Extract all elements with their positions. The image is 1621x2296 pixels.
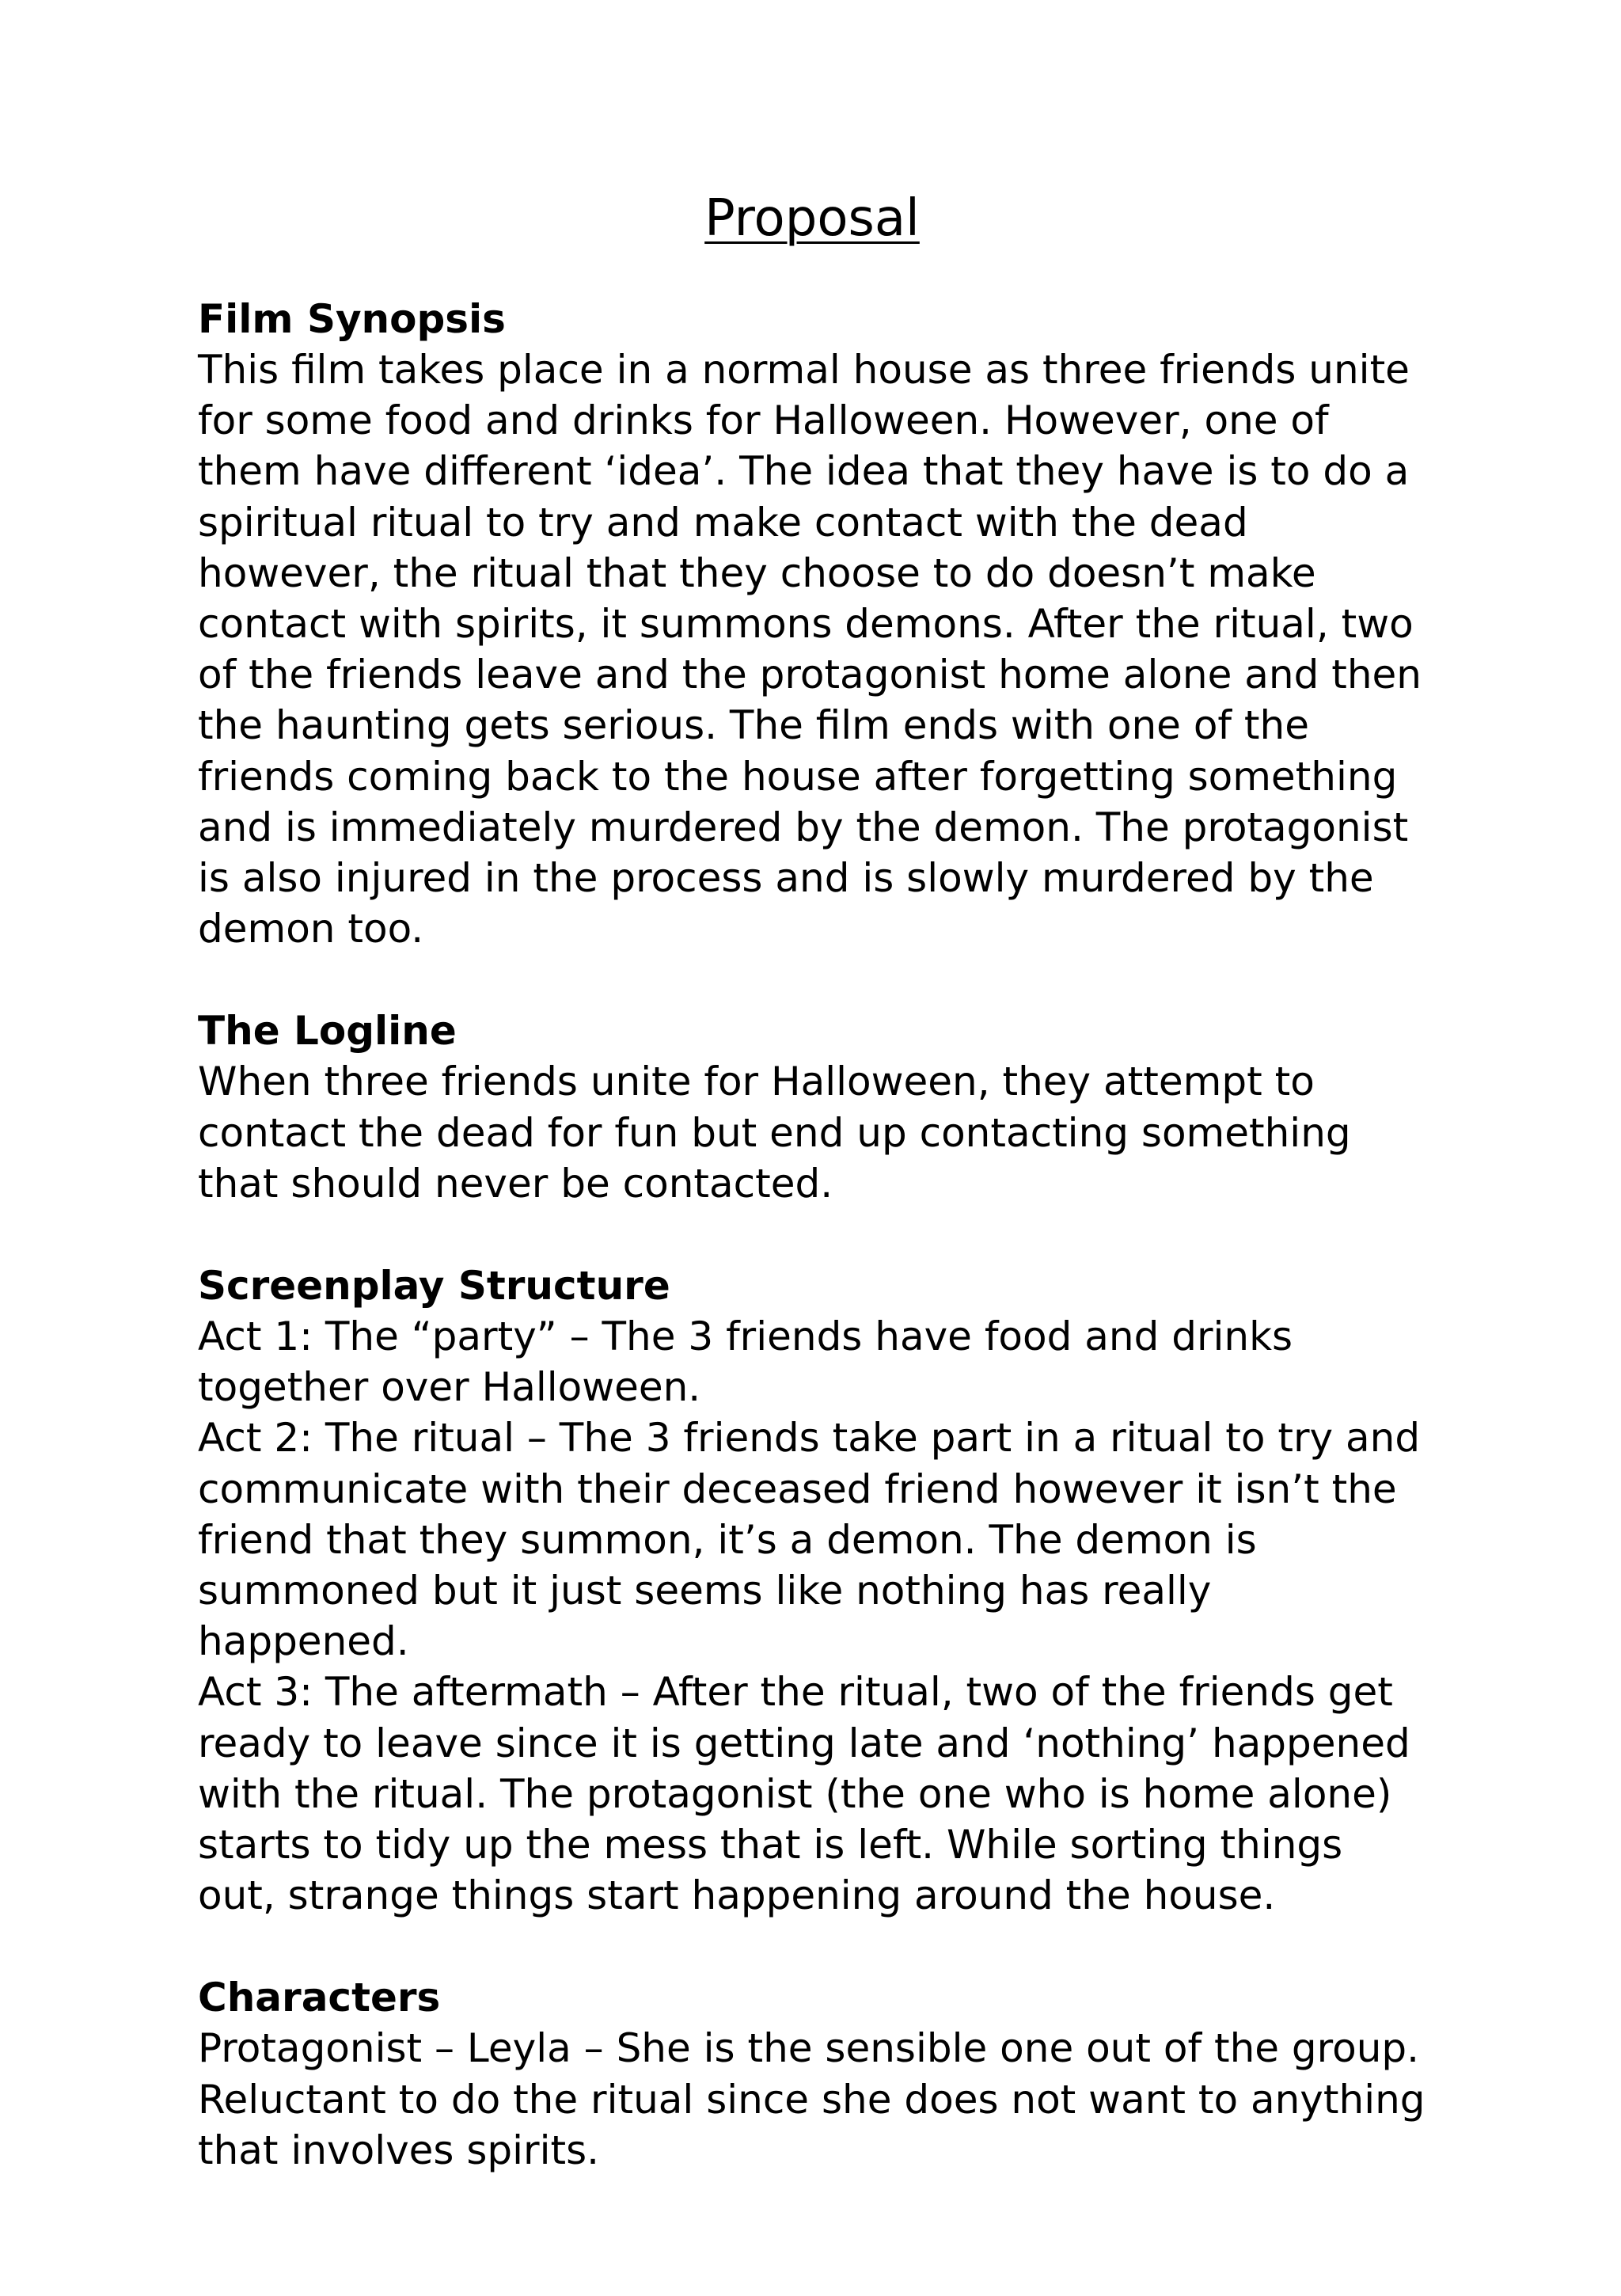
section-screenplay-structure bbox=[198, 1260, 1426, 1921]
section-paragraph: Protagonist – Leyla – She is the sensible one out of the group. Reluctant to do the ritual since she does not want to anything that involves spirits. bbox=[198, 2025, 1425, 2173]
document-title: Proposal bbox=[704, 189, 920, 248]
section-paragraph: This film takes place in a normal house as three friends unite for some food and drinks for Halloween. However, one of them have different ‘idea’. The idea that they have is to do a spiritual ritual to try and make contact with the dead however, the ritual that they choose to do doesn’t make contact with spirits, it summons demons. After the ritual, two of the friends leave and the protagonist home alone and then the haunting gets serious. The film ends with one of the friends coming back to the house after forgetting something and is immediately murdered by the demon. The protagonist is also injured in the process and is slowly murdered by the demon too. bbox=[198, 347, 1422, 952]
section-paragraph: When three friends unite for Halloween, they attempt to contact the dead for fun but end up contacting something that should never be contacted. bbox=[198, 1059, 1351, 1207]
section-heading: Film Synopsis bbox=[198, 296, 506, 342]
section-film-synopsis bbox=[198, 294, 1426, 954]
act-3-paragraph: Act 3: The aftermath – After the ritual, two of the friends get ready to leave since it is getting late and ‘nothing’ happened with the ritual. The protagonist (the one who is home alone) starts to tidy up the mess that is left. While sorting things out, strange things start happening around the house. bbox=[198, 1669, 1410, 1919]
act-2-paragraph: Act 2: The ritual – The 3 friends take part in a ritual to try and communicate with their deceased friend however it isn’t the friend that they summon, it’s a demon. The demon is summoned but it just seems like nothing has really happened. bbox=[198, 1415, 1421, 1665]
document-page bbox=[198, 187, 1426, 2227]
section-logline bbox=[198, 1005, 1426, 1209]
section-heading: Characters bbox=[198, 1975, 441, 2021]
act-1-paragraph: Act 1: The “party” – The 3 friends have food and drinks together over Halloween. bbox=[198, 1313, 1293, 1411]
section-characters bbox=[198, 1972, 1426, 2176]
section-heading: The Logline bbox=[198, 1008, 457, 1055]
section-heading: Screenplay Structure bbox=[198, 1263, 670, 1310]
